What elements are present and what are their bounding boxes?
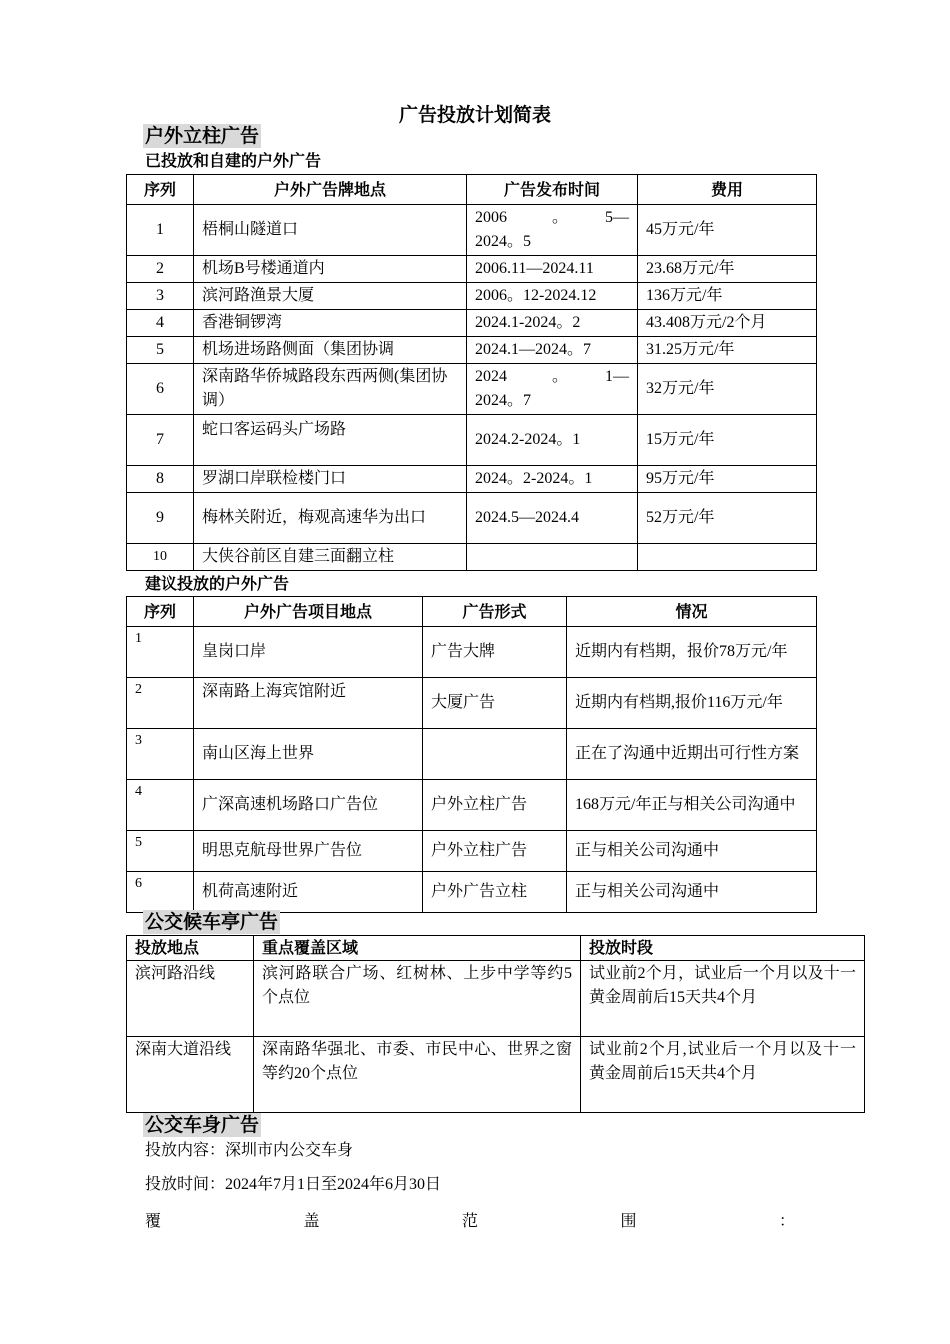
time-line: 2024。7 xyxy=(475,392,532,409)
table-header-row xyxy=(127,936,865,961)
status-cell: 正与相关公司沟通中 xyxy=(567,831,817,872)
table-row xyxy=(127,310,817,337)
cost-cell xyxy=(638,544,817,571)
row-number: 9 xyxy=(127,493,194,544)
area-cell: 滨河路联合广场、红树林、上步中学等约5个点位 xyxy=(254,961,581,1037)
time-line: 2024 。 1— xyxy=(475,368,629,385)
row-number: 8 xyxy=(127,466,194,493)
section-heading-bus-body: 公交车身广告 xyxy=(145,1114,260,1136)
table-row xyxy=(127,283,817,310)
location-cell: 滨河路渔景大厦 xyxy=(194,283,467,310)
bus-shelter-table xyxy=(126,935,865,1113)
cost-cell: 45万元/年 xyxy=(638,205,817,256)
row-number-cell xyxy=(127,831,194,872)
col-header: 户外广告牌地点 xyxy=(194,175,467,205)
period-cell: 试业前2个月，试业后一个月以及十一黄金周前后15天共4个月 xyxy=(581,961,865,1037)
cost-cell: 23.68万元/年 xyxy=(638,256,817,283)
coverage-char: 围 xyxy=(620,1213,637,1230)
row-number: 5 xyxy=(127,337,194,364)
col-header: 广告形式 xyxy=(423,597,567,627)
location-cell: 皇岗口岸 xyxy=(194,627,423,678)
cost-cell: 43.408万元/2个月 xyxy=(638,310,817,337)
location-cell: 机场B号楼通道内 xyxy=(194,256,467,283)
table-row xyxy=(127,961,865,1037)
table-row xyxy=(127,627,817,678)
time-cell xyxy=(467,205,638,256)
time-cell xyxy=(467,364,638,415)
location-cell: 深南路上海宾馆附近 xyxy=(194,678,423,729)
row-number: 7 xyxy=(127,415,194,466)
table-row xyxy=(127,256,817,283)
table-row xyxy=(127,466,817,493)
location-cell: 大侠谷前区自建三面翻立柱 xyxy=(194,544,467,571)
col-header: 序列 xyxy=(127,597,194,627)
bus-body-time: 投放时间：2024年7月1日至2024年6月30日 xyxy=(145,1176,442,1193)
section-heading-outdoor: 户外立柱广告 xyxy=(145,125,260,147)
table-row xyxy=(127,205,817,256)
status-cell: 正在了沟通中近期出可行性方案 xyxy=(567,729,817,780)
location-cell: 梅林关附近，梅观高速华为出口 xyxy=(194,493,467,544)
coverage-char: ： xyxy=(778,1213,795,1230)
col-header: 广告发布时间 xyxy=(467,175,638,205)
table-row xyxy=(127,872,817,913)
table-row xyxy=(127,493,817,544)
col-header: 投放时段 xyxy=(581,936,865,961)
time-line: 2006 。 5— xyxy=(475,209,629,226)
row-number-cell xyxy=(127,780,194,831)
row-number: 10 xyxy=(127,544,194,571)
row-number: 6 xyxy=(127,364,194,415)
period-cell: 试业前2个月,试业后一个月以及十一黄金周前后15天共4个月 xyxy=(581,1037,865,1113)
table-row xyxy=(127,678,817,729)
location-cell: 梧桐山隧道口 xyxy=(194,205,467,256)
location-cell: 蛇口客运码头广场路 xyxy=(194,415,467,466)
cost-cell: 95万元/年 xyxy=(638,466,817,493)
location-cell: 机荷高速附近 xyxy=(194,872,423,913)
time-cell: 2024。2-2024。1 xyxy=(467,466,638,493)
location-cell: 广深高速机场路口广告位 xyxy=(194,780,423,831)
row-number: 3 xyxy=(135,733,142,748)
time-cell: 2024.5—2024.4 xyxy=(467,493,638,544)
row-number: 6 xyxy=(135,876,142,891)
row-number: 2 xyxy=(127,256,194,283)
status-cell: 168万元/年正与相关公司沟通中 xyxy=(567,780,817,831)
status-cell: 正与相关公司沟通中 xyxy=(567,872,817,913)
col-header: 序列 xyxy=(127,175,194,205)
col-header: 户外广告项目地点 xyxy=(194,597,423,627)
row-number: 5 xyxy=(135,835,142,850)
coverage-char: 盖 xyxy=(303,1213,320,1230)
row-number: 1 xyxy=(135,631,142,646)
area-cell: 深南路华强北、市委、市民中心、世界之窗等约20个点位 xyxy=(254,1037,581,1113)
cost-cell: 15万元/年 xyxy=(638,415,817,466)
section-heading-bus-shelter: 公交候车亭广告 xyxy=(145,911,279,933)
existing-outdoor-table xyxy=(126,174,817,571)
time-cell xyxy=(467,544,638,571)
form-cell: 大厦广告 xyxy=(423,678,567,729)
coverage-char: 覆 xyxy=(145,1213,162,1230)
col-header: 情况 xyxy=(567,597,817,627)
subheading-proposed-outdoor: 建议投放的户外广告 xyxy=(145,574,290,593)
cost-cell: 136万元/年 xyxy=(638,283,817,310)
place-cell: 滨河路沿线 xyxy=(127,961,254,1037)
form-cell: 户外广告立柱 xyxy=(423,872,567,913)
bus-body-content: 投放内容：深圳市内公交车身 xyxy=(145,1142,354,1159)
coverage-char: 范 xyxy=(461,1213,478,1230)
col-header: 费用 xyxy=(638,175,817,205)
table-row xyxy=(127,780,817,831)
table-row xyxy=(127,415,817,466)
row-number-cell xyxy=(127,627,194,678)
table-header-row xyxy=(127,175,817,205)
table-row xyxy=(127,544,817,571)
table-row xyxy=(127,364,817,415)
row-number: 4 xyxy=(135,784,142,799)
status-cell: 近期内有档期,报价116万元/年 xyxy=(567,678,817,729)
form-cell xyxy=(423,729,567,780)
subheading-existing-outdoor: 已投放和自建的户外广告 xyxy=(145,151,322,170)
row-number: 1 xyxy=(127,205,194,256)
table-row xyxy=(127,337,817,364)
status-cell: 近期内有档期，报价78万元/年 xyxy=(567,627,817,678)
table-row xyxy=(127,729,817,780)
time-cell: 2024.1-2024。2 xyxy=(467,310,638,337)
row-number: 3 xyxy=(127,283,194,310)
location-cell: 南山区海上世界 xyxy=(194,729,423,780)
place-cell: 深南大道沿线 xyxy=(127,1037,254,1113)
cost-cell: 32万元/年 xyxy=(638,364,817,415)
time-cell: 2024.1—2024。7 xyxy=(467,337,638,364)
location-cell: 机场进场路侧面（集团协调 xyxy=(194,337,467,364)
table-row xyxy=(127,831,817,872)
form-cell: 广告大牌 xyxy=(423,627,567,678)
table-header-row xyxy=(127,597,817,627)
cost-cell: 52万元/年 xyxy=(638,493,817,544)
page-title: 广告投放计划简表 xyxy=(398,104,551,126)
location-cell: 香港铜锣湾 xyxy=(194,310,467,337)
time-cell: 2006。12-2024.12 xyxy=(467,283,638,310)
proposed-outdoor-table xyxy=(126,596,817,913)
form-cell: 户外立柱广告 xyxy=(423,780,567,831)
time-cell: 2006.11—2024.11 xyxy=(467,256,638,283)
col-header: 投放地点 xyxy=(127,936,254,961)
table-row xyxy=(127,1037,865,1113)
row-number: 4 xyxy=(127,310,194,337)
bus-body-coverage xyxy=(145,1208,795,1231)
time-line: 2024。5 xyxy=(475,233,532,250)
row-number-cell xyxy=(127,678,194,729)
time-cell: 2024.2-2024。1 xyxy=(467,415,638,466)
location-cell: 深南路华侨城路段东西两侧(集团协调） xyxy=(194,364,467,415)
cost-cell: 31.25万元/年 xyxy=(638,337,817,364)
location-cell: 罗湖口岸联检楼门口 xyxy=(194,466,467,493)
row-number-cell xyxy=(127,729,194,780)
row-number-cell xyxy=(127,872,194,913)
location-cell: 明思克航母世界广告位 xyxy=(194,831,423,872)
col-header: 重点覆盖区域 xyxy=(254,936,581,961)
row-number: 2 xyxy=(135,682,142,697)
form-cell: 户外立柱广告 xyxy=(423,831,567,872)
